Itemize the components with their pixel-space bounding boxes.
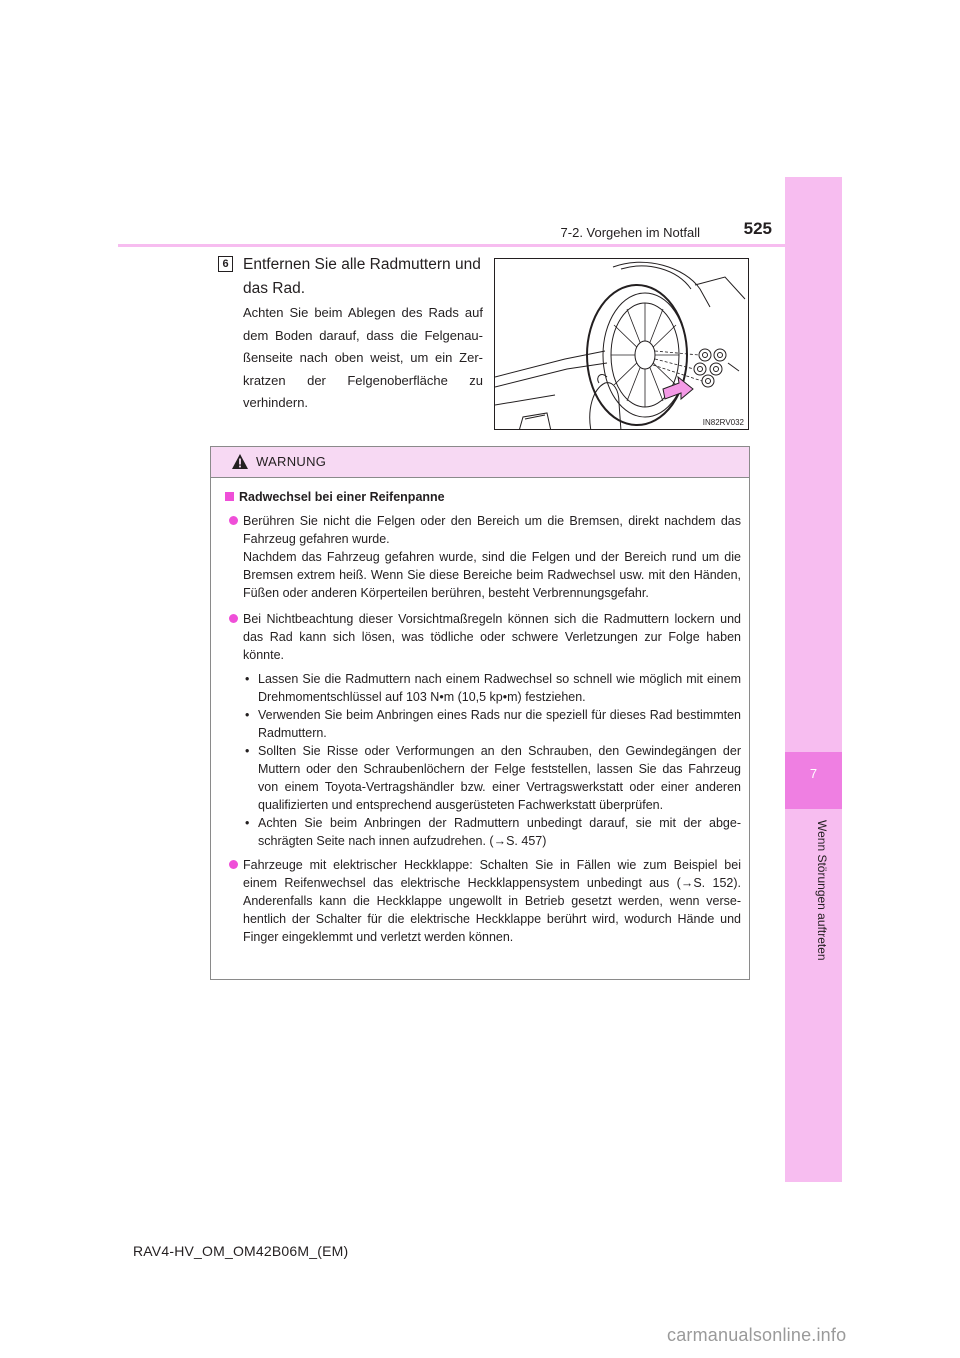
- warning-item-power-tailgate: [225, 856, 741, 946]
- circle-bullet-icon: [229, 614, 238, 623]
- bullet-marker: •: [245, 744, 250, 758]
- warning-subheading: [225, 488, 741, 506]
- document-code: RAV4-HV_OM_OM42B06M_(EM): [133, 1243, 349, 1259]
- list-item: • Lassen Sie die Radmuttern nach einem Radwechsel so schnell wie möglich mit einem Drehmomentschlüssel auf 103 N•m (10,5 kp•m) festziehen.: [245, 672, 741, 704]
- warning-text: Berühren Sie nicht die Felgen oder den Bereich um die Bremsen, direkt nachdem das Fahrzeug gefahren wurde.: [243, 514, 741, 546]
- section-title: 7-2. Vorgehen im Notfall: [560, 225, 700, 240]
- wheel-drawing: [495, 259, 749, 430]
- warning-text: Fahrzeuge mit elektrischer Heckklappe: Schalten Sie in Fällen wie zum Beispiel bei einem Reifenwechsel das elektrische Heckklappensystem unbedingt aus (→S. 152). Anderenfalls kann die Heckklappe ungewollt in Betrieb gesetzt werden, wenn versehentlich der Schalter für die elektrische Heckklappe berührt wird, wodurch Hände und Finger eingeklemmt und verletzt werden können.: [243, 858, 741, 944]
- circle-bullet-icon: [229, 516, 238, 525]
- warning-body: [211, 478, 749, 946]
- chapter-number: 7: [809, 766, 818, 781]
- warning-triangle-icon: [231, 453, 249, 470]
- square-bullet-icon: [225, 492, 234, 501]
- warning-text: Nachdem das Fahrzeug gefahren wurde, sind die Felgen und der Bereich rund um die Bremsen extrem heiß. Wenn Sie diese Bereiche beim Radwechsel usw. mit den Händen, Füßen oder anderen Körperteilen berühren, besteht Verbrennungsgefahr.: [243, 550, 741, 600]
- warning-subheading-text: Radwechsel bei einer Reifenpanne: [239, 490, 445, 504]
- chapter-side-tab: [785, 177, 842, 1182]
- chapter-title: Wenn Störungen auftreten: [815, 820, 829, 961]
- warning-title: WARNUNG: [256, 454, 327, 469]
- page-number: 525: [743, 219, 772, 238]
- warning-header: [211, 447, 749, 478]
- warning-text: Bei Nichtbeachtung dieser Vorsichtmaßregeln können sich die Radmuttern lockern und das Rad kann sich lösen, was tödliche oder schwere Verletzungen zur Folge haben könnte.: [243, 612, 741, 662]
- list-item: • Sollten Sie Risse oder Verformungen an den Schrauben, den Gewindegängen der Muttern oder den Schraubenlöchern der Felge feststellen, lassen Sie das Fahrzeug von einem Toyota-Vertragshändler bzw. einer Vertragswerkstatt oder einer anderen qualifizierten und entsprechend ausgerüsteten Fachwerkstatt überprüfen.: [245, 744, 741, 812]
- precaution-list: [225, 670, 741, 850]
- wheel-removal-illustration: [494, 258, 749, 430]
- circle-bullet-icon: [229, 860, 238, 869]
- watermark: carmanualsonline.info: [667, 1325, 847, 1345]
- warning-item-hot-brakes: [225, 512, 741, 602]
- bullet-marker: •: [245, 708, 250, 722]
- step-number: 6: [218, 256, 233, 272]
- figure-code: IN82RV032: [702, 418, 744, 427]
- bullet-marker: •: [245, 816, 250, 830]
- list-item: • Verwenden Sie beim Anbringen eines Rads nur die speziell für dieses Rad bestimmten Radmuttern.: [245, 708, 741, 740]
- header-rule: [118, 244, 785, 247]
- warning-box: [210, 446, 750, 980]
- bullet-marker: •: [245, 672, 250, 686]
- warning-item-loose-nuts: [225, 610, 741, 664]
- step-note: Achten Sie beim Ablegen des Rads auf dem Boden darauf, dass die Felgenaußenseite nach oben weist, um ein Zerkratzen der Felgenoberfläche zu verhindern.: [243, 305, 483, 410]
- step-heading: Entfernen Sie alle Radmuttern und das Rad.: [243, 256, 481, 297]
- list-item: • Achten Sie beim Anbringen der Radmuttern unbedingt darauf, sie mit der abgeschrägten Seite nach innen aufzudrehen. (→S. 457): [245, 816, 741, 848]
